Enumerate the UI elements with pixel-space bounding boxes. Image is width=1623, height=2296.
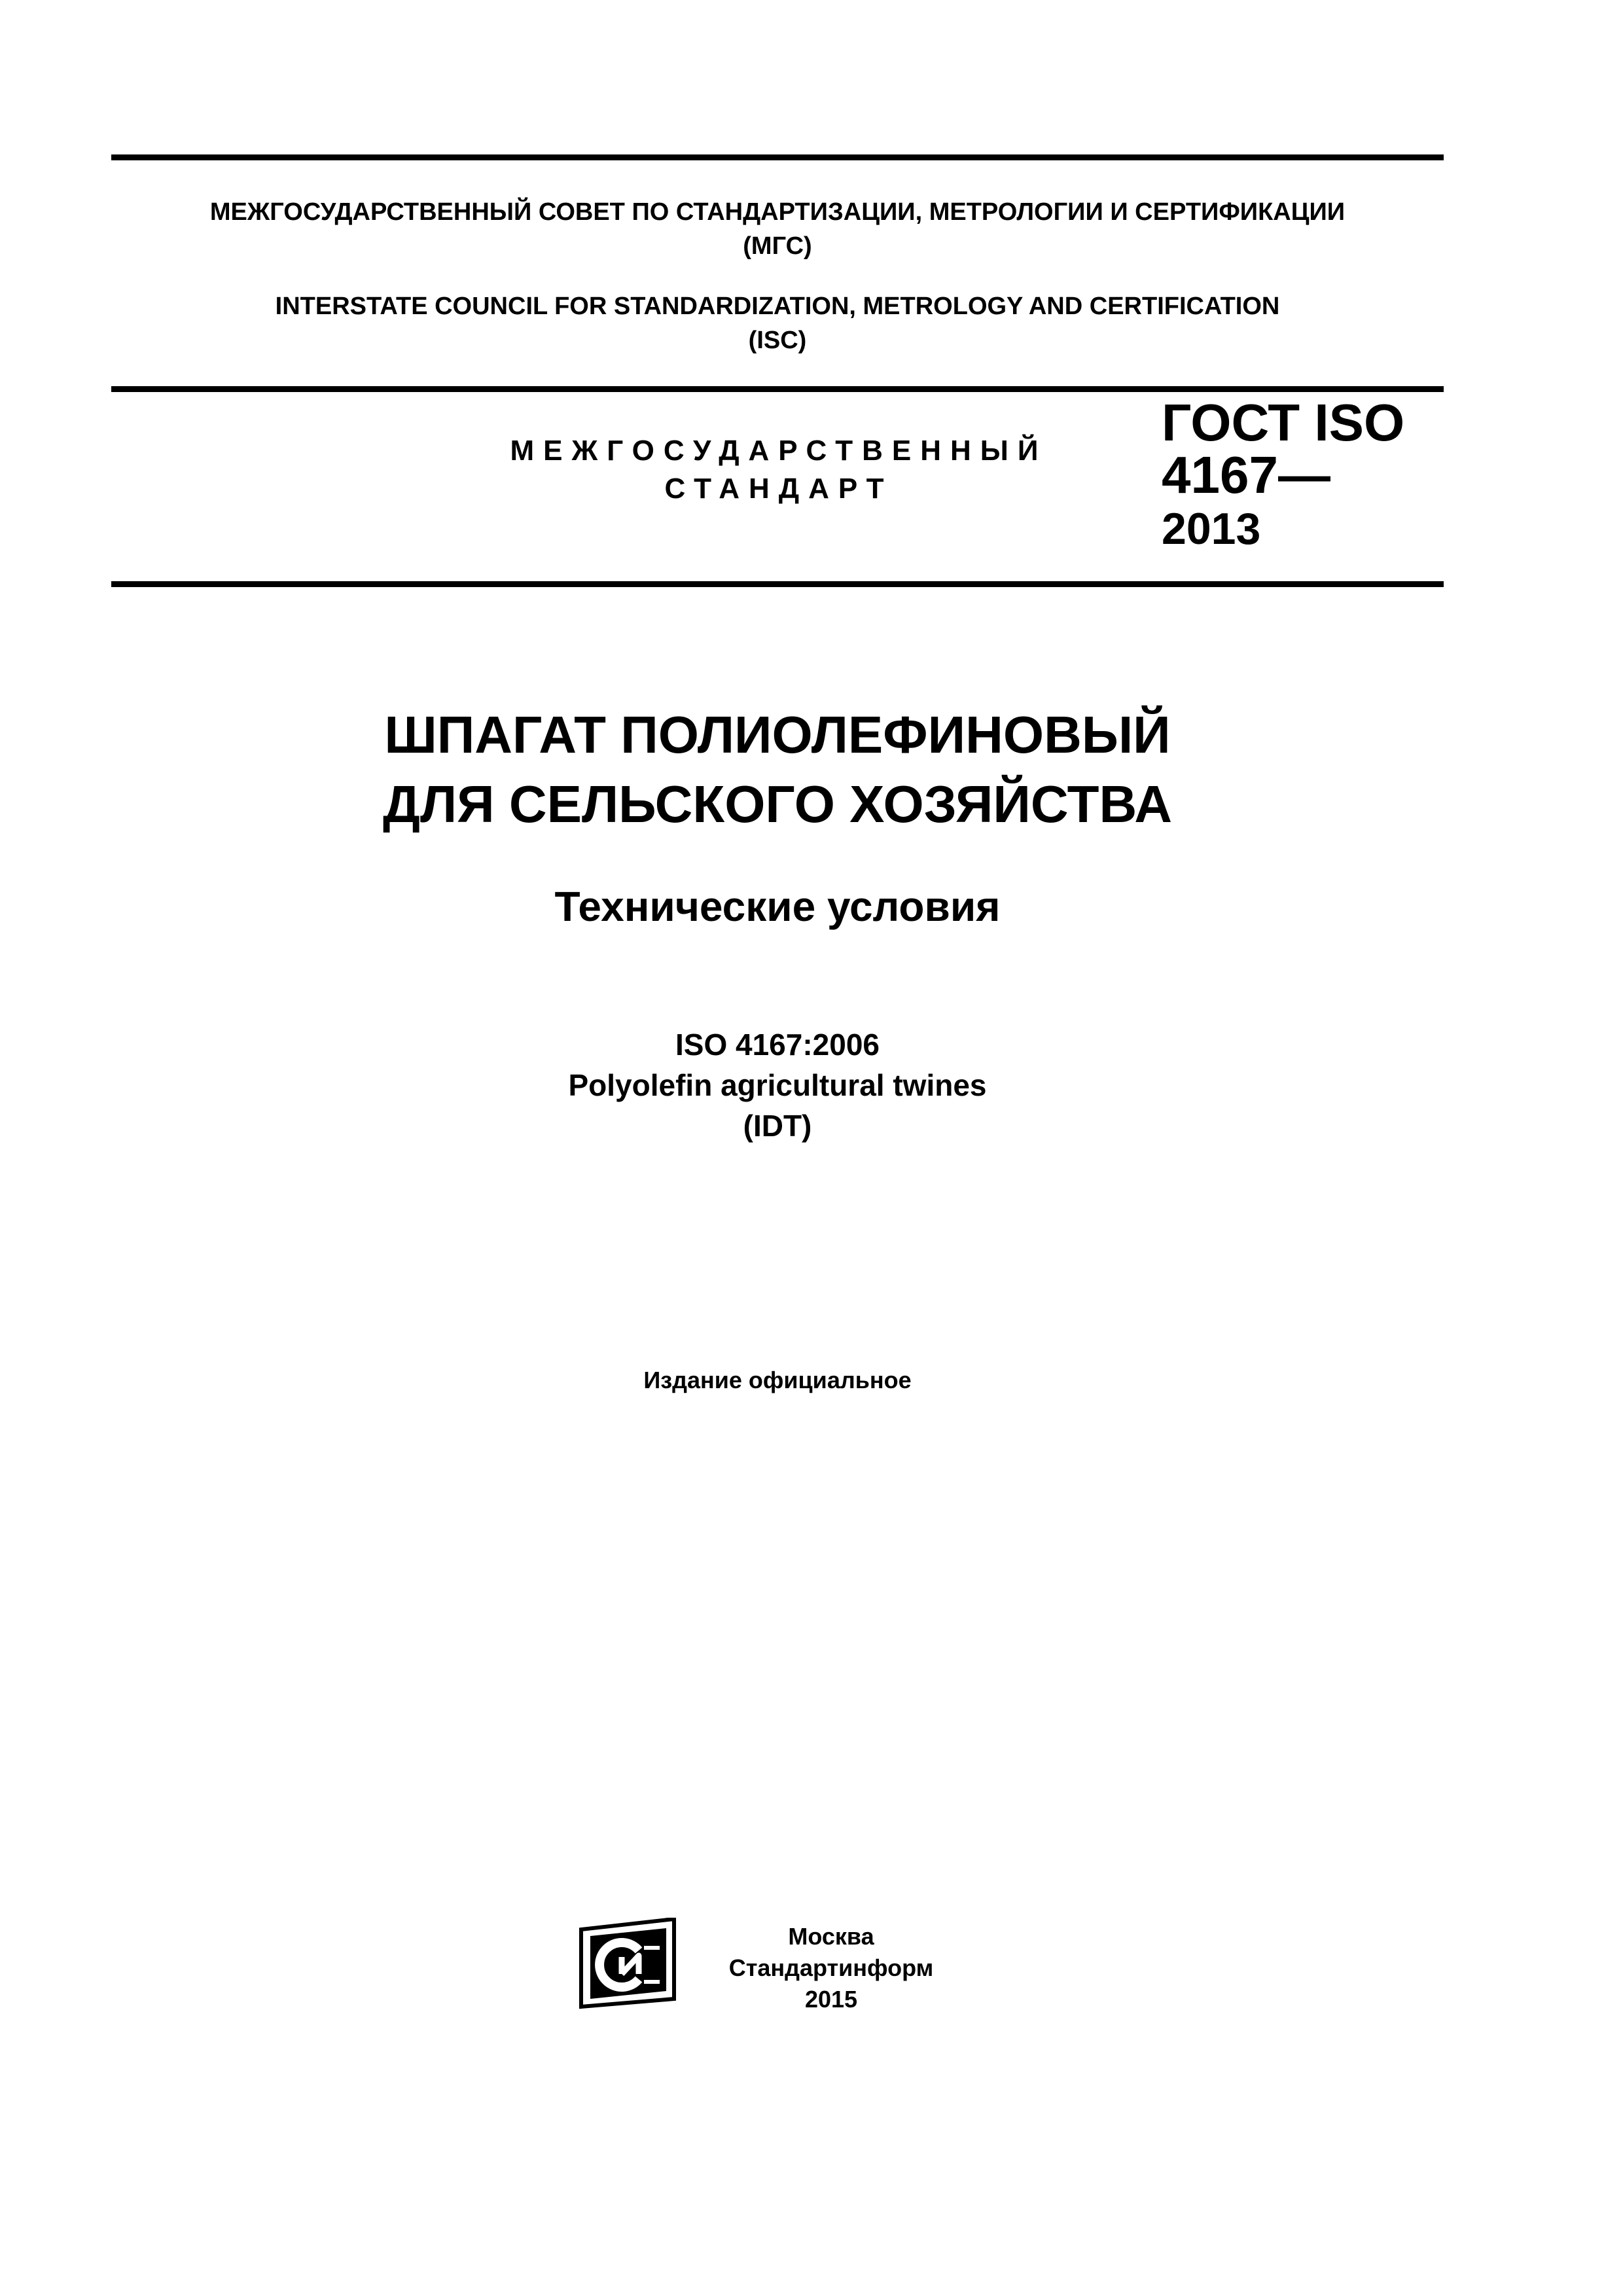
standard-type-line2: СТАНДАРТ [664,473,893,505]
standard-type-line1: МЕЖГОСУДАРСТВЕННЫЙ [510,435,1048,467]
standard-type-label [458,432,1099,508]
document-subtitle: Технические условия [554,883,1001,930]
council-abbr-en: (ISC) [748,327,807,354]
standard-number-line2: 4167— [1162,446,1330,504]
iso-name: Polyolefin agricultural twines [568,1068,987,1102]
iso-reference [111,1024,1444,1146]
council-abbr-ru: (МГС) [743,232,812,260]
council-name-en [111,289,1444,357]
publisher-imprint [694,1921,969,2015]
standard-number-line1: ГОСТ ISO [1162,393,1405,452]
iso-degree: (IDT) [743,1109,812,1143]
publisher-name: Стандартинформ [728,1954,934,1981]
standard-number [1162,393,1436,556]
top-rule [111,154,1444,160]
publisher-year: 2015 [804,1986,858,2013]
bottom-rule [111,581,1444,587]
council-name-ru [111,195,1444,263]
document-title [111,700,1444,839]
edition-note: Издание официальное [643,1367,912,1393]
iso-code: ISO 4167:2006 [675,1028,880,1062]
standartinform-logo-icon [576,1918,681,2009]
council-name-en-line1: INTERSTATE COUNCIL FOR STANDARDIZATION, METROLOGY AND CERTIFICATION [275,293,1280,320]
standard-year: 2013 [1162,504,1261,554]
document-title-line2: ДЛЯ СЕЛЬСКОГО ХОЗЯЙСТВА [382,775,1173,833]
middle-rule [111,386,1444,392]
publisher-city: Москва [788,1923,874,1950]
document-title-line1: ШПАГАТ ПОЛИОЛЕФИНОВЫЙ [384,706,1171,764]
council-name-ru-line1: МЕЖГОСУДАРСТВЕННЫЙ СОВЕТ ПО СТАНДАРТИЗАЦИИ, МЕТРОЛОГИИ И СЕРТИФИКАЦИИ [209,198,1346,226]
